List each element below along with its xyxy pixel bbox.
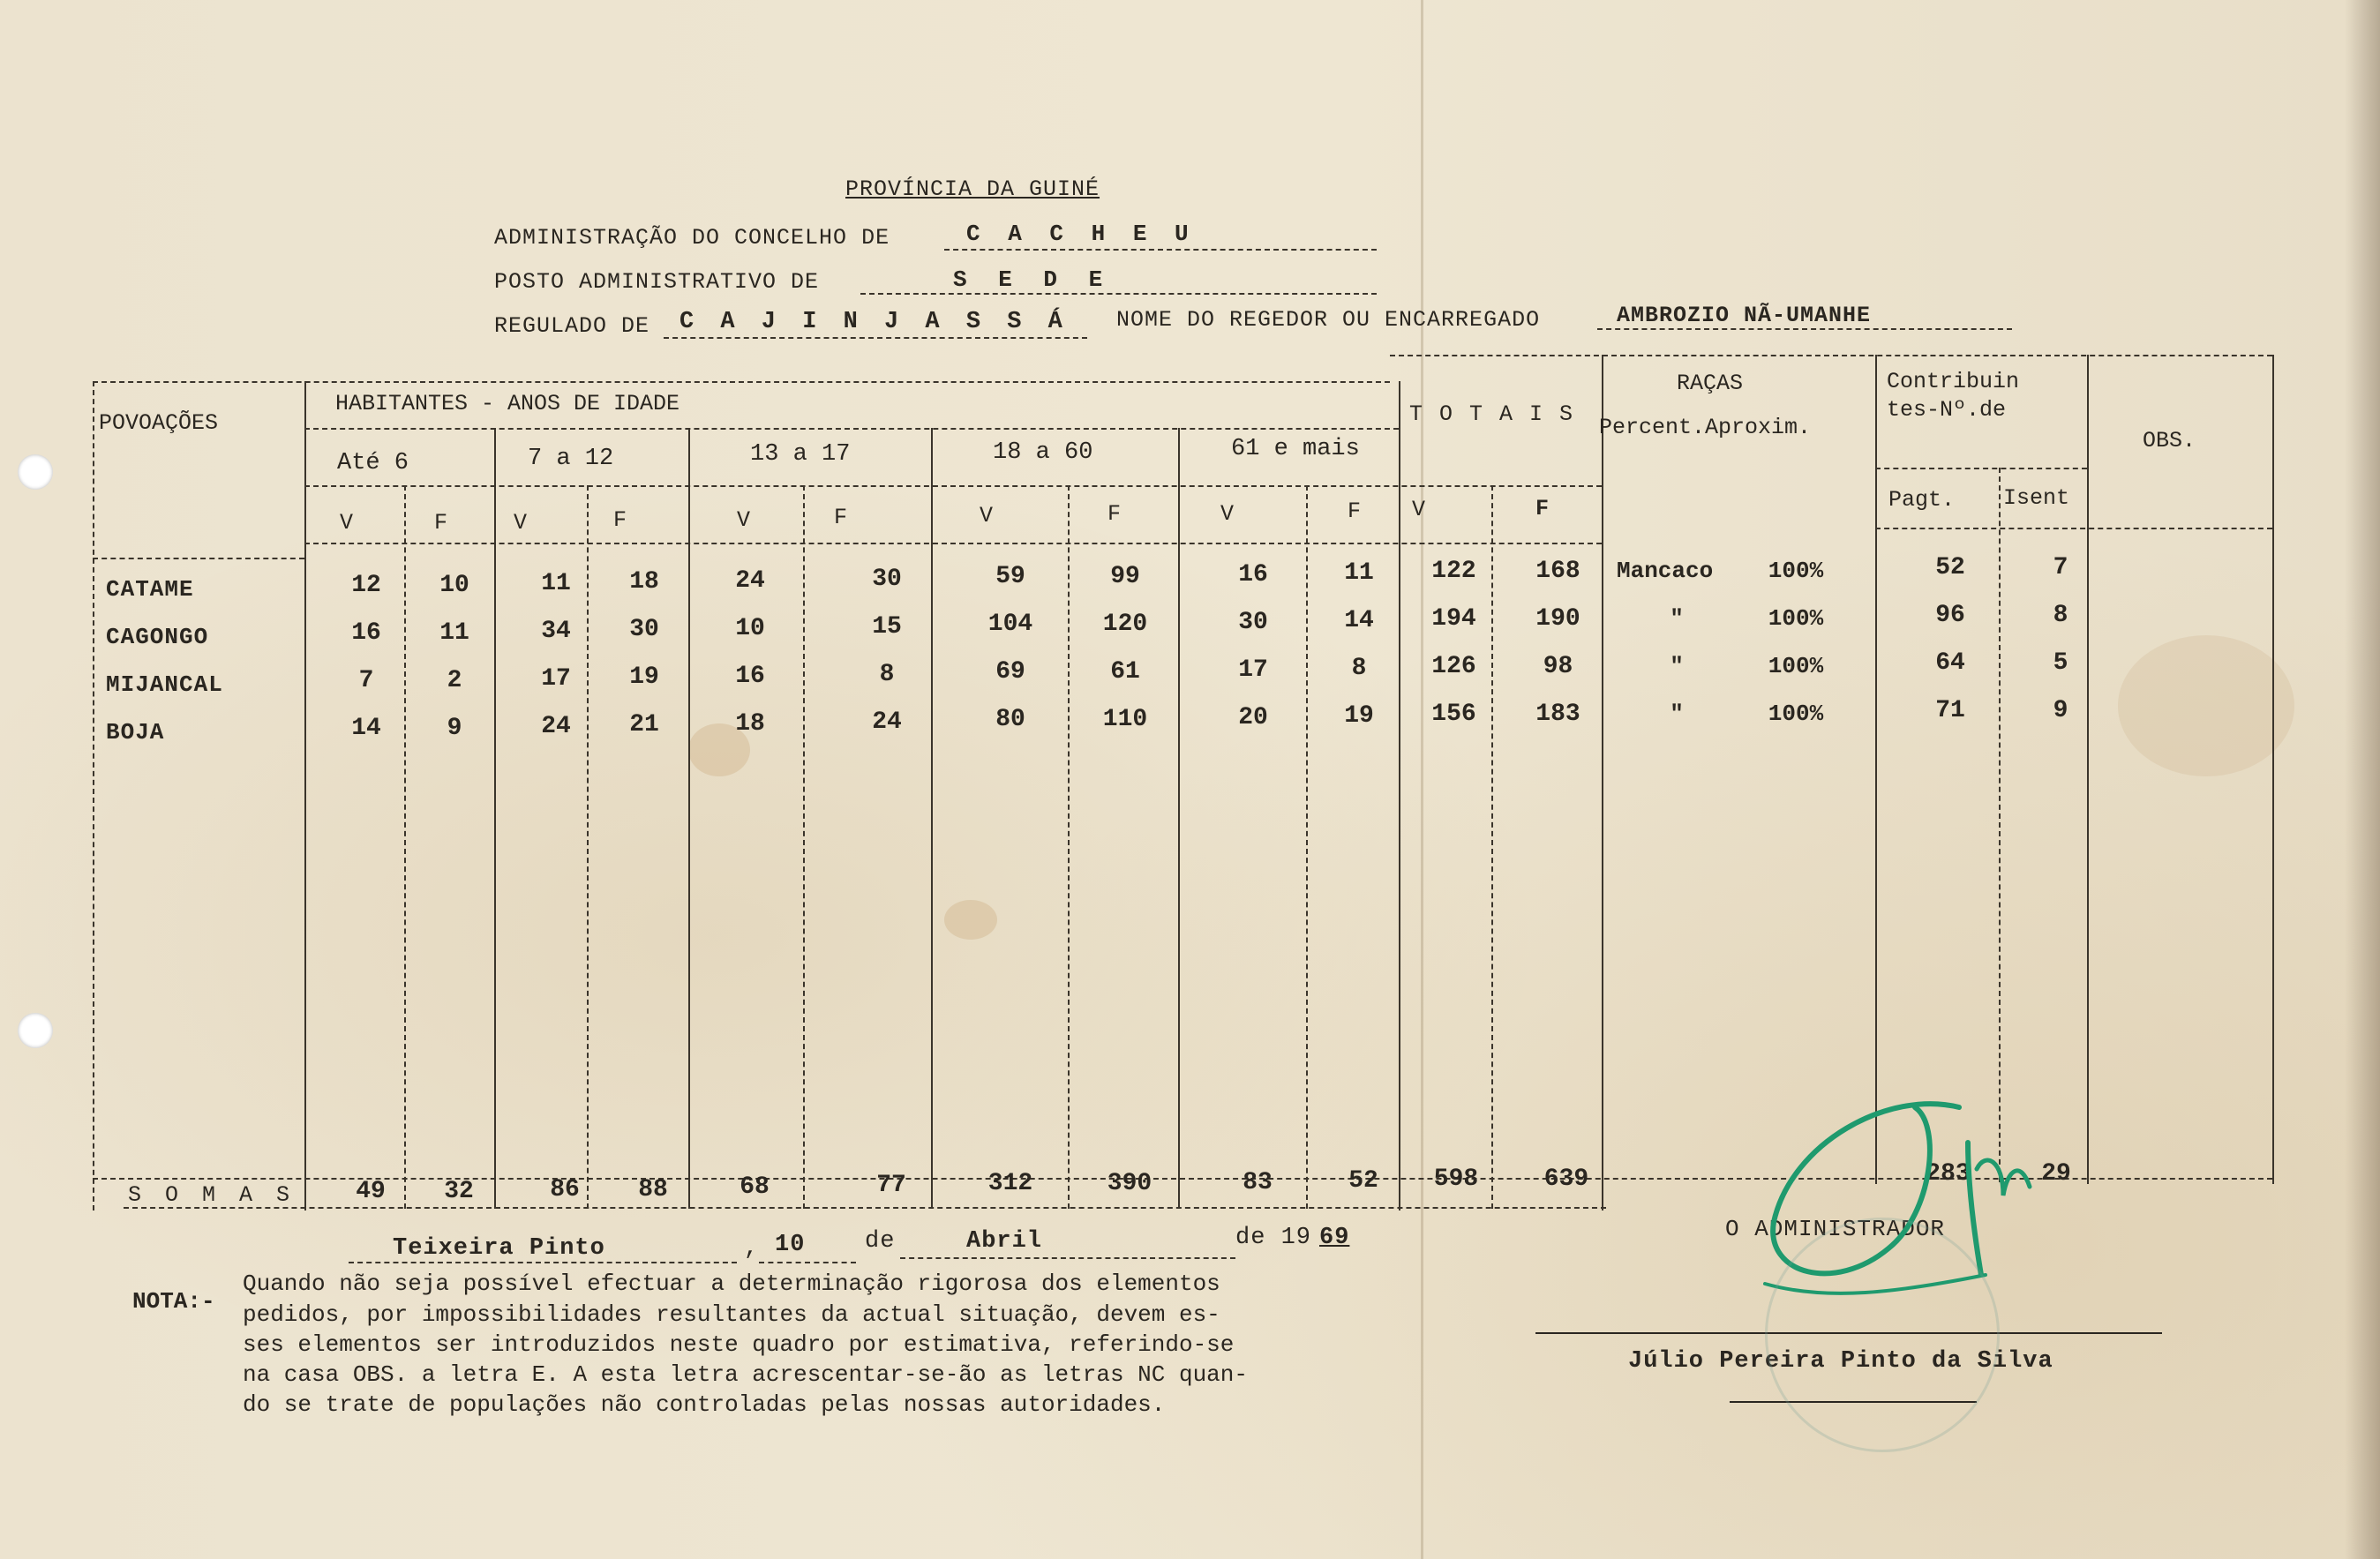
cell: " [1670, 701, 1684, 727]
cell: 11 [541, 570, 571, 597]
cell: 110 [1102, 706, 1148, 733]
cell: 14 [351, 715, 381, 742]
cell: 8 [879, 661, 895, 688]
header-habitantes: HABITANTES - ANOS DE IDADE [335, 391, 680, 416]
header-obs: OBS. [2143, 428, 2196, 453]
sex-f: F [834, 505, 848, 530]
header-povoacoes: POVOAÇÕES [99, 410, 219, 436]
sex-v: V [1220, 501, 1235, 527]
sex-v: V [1412, 497, 1426, 522]
cell: 100% [1768, 558, 1824, 584]
cell: 9 [447, 715, 462, 742]
somas-label: S O M A S [128, 1182, 296, 1208]
cell: " [1670, 605, 1684, 632]
cell: 12 [351, 572, 381, 599]
signature-title: O ADMINISTRADOR [1725, 1216, 1946, 1242]
cell: 194 [1431, 605, 1476, 633]
row-name: MIJANCAL [106, 671, 223, 698]
date-de: de [865, 1228, 896, 1255]
date-month-underline [900, 1257, 1235, 1259]
cell: 69 [995, 658, 1025, 686]
cell: 17 [541, 665, 571, 693]
cell: 11 [1344, 559, 1374, 587]
sex-f: F [434, 510, 448, 536]
posto-label: POSTO ADMINISTRATIVO DE [494, 269, 820, 295]
sum-cell: 77 [876, 1172, 906, 1199]
sex-f: F [1348, 498, 1362, 524]
cell: 11 [439, 619, 469, 647]
regedor-label: NOME DO REGEDOR OU ENCARREGADO [1116, 307, 1541, 333]
posto-value: S E D E [953, 266, 1112, 293]
stain [944, 900, 997, 940]
date-place: Teixeira Pinto [393, 1235, 605, 1262]
cell: " [1670, 653, 1684, 679]
cell: 100% [1768, 605, 1824, 632]
stain [2118, 635, 2294, 776]
cell: 30 [1238, 609, 1268, 636]
regulado-label: REGULADO DE [494, 313, 650, 339]
date-month: Abril [966, 1228, 1043, 1255]
row-name: CATAME [106, 576, 194, 603]
date-de-19: de 19 [1235, 1225, 1312, 1251]
sex-v: V [737, 507, 751, 533]
sum-cell: 49 [356, 1178, 386, 1205]
header-contrib-2: tes-Nº.de [1887, 397, 2007, 423]
cell: 24 [541, 713, 571, 740]
cell: 7 [2053, 554, 2068, 581]
date-place-underline [349, 1262, 737, 1263]
cell: 8 [1351, 655, 1367, 682]
age-group-2: 13 a 17 [750, 441, 851, 468]
cell: 9 [2053, 697, 2068, 724]
faded-stamp [1765, 1218, 2000, 1452]
sex-v: V [980, 503, 994, 528]
cell: 21 [629, 711, 659, 738]
punch-hole [18, 1013, 53, 1048]
concelho-underline [944, 249, 1377, 251]
cell: 20 [1238, 704, 1268, 731]
row-name: BOJA [106, 719, 165, 746]
sum-cell: 283 [1926, 1160, 1971, 1188]
cell: 34 [541, 618, 571, 645]
sex-f: F [1107, 501, 1122, 527]
cell: 99 [1110, 563, 1140, 590]
regedor-underline [1597, 328, 2012, 330]
cell: 122 [1431, 558, 1476, 585]
date-day-underline [759, 1262, 856, 1263]
cell: 18 [735, 710, 765, 738]
cell: 71 [1935, 697, 1965, 724]
cell: 8 [2053, 602, 2068, 629]
note-line: do se trate de populações não controladas pelas nossas autoridades. [243, 1391, 1166, 1418]
cell: 100% [1768, 701, 1824, 727]
cell: 30 [629, 616, 659, 643]
header-contrib: Contribuin [1887, 369, 2020, 394]
row-name: CAGONGO [106, 624, 209, 650]
regedor-value: AMBROZIO NÃ-UMANHE [1617, 303, 1872, 328]
header-totais: T O T A I S [1409, 401, 1575, 427]
sex-f: F [1535, 496, 1550, 521]
header-pagt: Pagt. [1888, 487, 1956, 513]
age-group-1: 7 a 12 [528, 446, 614, 472]
header-racas: RAÇAS [1677, 371, 1744, 396]
sex-v: V [340, 510, 354, 536]
cell: 190 [1535, 605, 1580, 633]
note-label: NOTA:- [132, 1288, 215, 1315]
age-group-0: Até 6 [337, 450, 409, 476]
sum-cell: 598 [1433, 1166, 1479, 1193]
note-line: Quando não seja possível efectuar a determinação rigorosa dos elementos [243, 1270, 1220, 1297]
province-title: PROVÍNCIA DA GUINÉ [845, 176, 1100, 202]
date-year: 69 [1319, 1225, 1350, 1251]
cell: 10 [735, 615, 765, 642]
regulado-underline [664, 337, 1087, 339]
cell: 2 [447, 667, 462, 694]
sex-f: F [613, 507, 627, 533]
sum-cell: 86 [550, 1176, 580, 1203]
regulado-value: C A J I N J A S S Á [679, 309, 1069, 335]
cell: 100% [1768, 653, 1824, 679]
cell: 24 [735, 567, 765, 595]
cell: 15 [872, 613, 902, 641]
cell: 10 [439, 572, 469, 599]
cell: 19 [629, 663, 659, 691]
sum-cell: 312 [987, 1170, 1033, 1197]
header-isent: Isent [2003, 485, 2070, 511]
age-group-4: 61 e mais [1231, 436, 1360, 462]
cell: 52 [1935, 554, 1965, 581]
cell: 168 [1535, 558, 1580, 585]
posto-underline [860, 293, 1377, 295]
sum-cell: 83 [1243, 1169, 1273, 1196]
cell: 14 [1344, 607, 1374, 634]
cell: Mancaco [1617, 558, 1714, 584]
sum-cell: 68 [740, 1173, 770, 1201]
punch-hole [18, 454, 53, 490]
cell: 24 [872, 708, 902, 736]
cell: 5 [2053, 649, 2068, 677]
cell: 30 [872, 566, 902, 593]
cell: 16 [351, 619, 381, 647]
note-line: pedidos, por impossibilidades resultantes da actual situação, devem es- [243, 1301, 1220, 1328]
cell: 64 [1935, 649, 1965, 677]
header-racas-sub: Percent.Aproxim. [1599, 415, 1812, 440]
cell: 104 [987, 611, 1033, 638]
concelho-label: ADMINISTRAÇÃO DO CONCELHO DE [494, 225, 890, 251]
sum-cell: 88 [638, 1176, 668, 1203]
paper-edge [2345, 0, 2380, 1559]
cell: 7 [358, 667, 374, 694]
cell: 80 [995, 706, 1025, 733]
cell: 126 [1431, 653, 1476, 680]
sum-cell: 32 [444, 1178, 474, 1205]
sum-cell: 52 [1348, 1167, 1378, 1195]
cell: 61 [1110, 658, 1140, 686]
sum-cell: 390 [1107, 1170, 1152, 1197]
cell: 156 [1431, 701, 1476, 728]
cell: 18 [629, 568, 659, 596]
document-page: PROVÍNCIA DA GUINÉ ADMINISTRAÇÃO DO CONCELHO DE C A C H E U POSTO ADMINISTRATIVO DE S E D E REGULADO DE C A J I N J A S S Á NOME DO REGEDOR OU ENCARREGADO AMBROZIO NÃ-UMANHE POVOAÇÕES HABITANTES - ANOS DE IDADE Até 6 7 a 12 13 a 17 18 a 60 61 e mais T O T A I S RAÇAS Percent.Aproxim. Contribuin tes-Nº.de Pagt. Isent OBS. V F V F V F V F V F V F CATAME 12 10 11 18 24 30 59 99 16 11 122 168 Mancaco 100% 52 7 CAGONGO 16 11 34 30 10 15 104 120 30 14 194 190 " 100% 96 8 MIJANCAL 7 2 17 19 16 8 69 61 17 8 126 98 " 100% 64 5 BOJA 14 9 24 21 18 24 80 110 20 19 156 183 " 100% 71 9 S O M A S 49 32 86 88 68 77 312 390 83 52 598 639 283 29 Teixeira Pinto , 10 de Abril de 19 69 NOTA:- Quando não seja possível efectuar a determinação rigorosa dos elementos pedidos, por impossibilidades resultantes da actual situação, devem es- ses elementos ser introduzidos neste quadro por estimativa, referindo-se na casa OBS. a letra E. A esta letra acrescentar-se-ão as letras NC quan- do se trate de populações não controladas pelas nossas autoridades. O ADMINISTRADOR Júlio Pereira Pinto da Silva [0, 0, 2380, 1559]
cell: 19 [1344, 702, 1374, 730]
date-day: 10 [775, 1232, 806, 1258]
cell: 120 [1102, 611, 1148, 638]
note-line: na casa OBS. a letra E. A esta letra acrescentar-se-ão as letras NC quan- [243, 1361, 1248, 1388]
concelho-value: C A C H E U [966, 221, 1196, 247]
cell: 16 [735, 663, 765, 690]
cell: 183 [1535, 701, 1580, 728]
cell: 17 [1238, 656, 1268, 684]
signature-name: Júlio Pereira Pinto da Silva [1628, 1348, 2053, 1375]
sex-v: V [514, 510, 528, 536]
cell: 16 [1238, 561, 1268, 588]
age-group-3: 18 a 60 [993, 439, 1093, 466]
note-line: ses elementos ser introduzidos neste quadro por estimativa, referindo-se [243, 1331, 1235, 1358]
sum-cell: 639 [1543, 1166, 1589, 1193]
cell: 96 [1935, 602, 1965, 629]
cell: 98 [1543, 653, 1573, 680]
sum-cell: 29 [2041, 1160, 2071, 1188]
cell: 59 [995, 563, 1025, 590]
paper-fold [1421, 0, 1423, 1559]
